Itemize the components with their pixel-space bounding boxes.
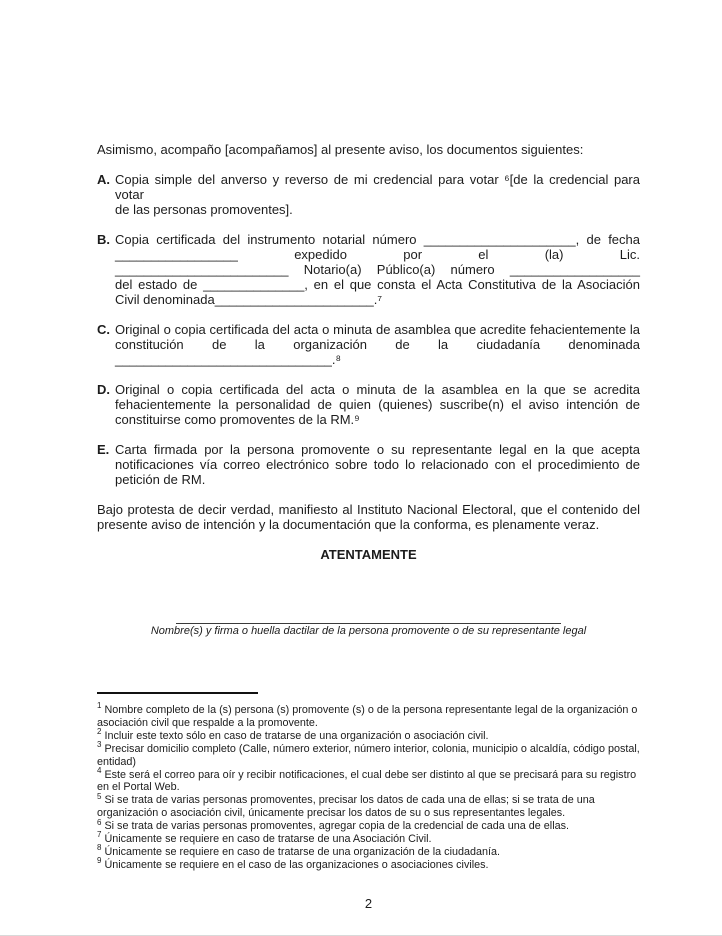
item-b-line: ________________________ Notario(a) Público(a) número __________________ [115,262,640,277]
footnote [97,843,640,859]
item-d-line: constituirse como promoventes de la RM.⁹ [115,412,360,427]
footnote-marker: 2 [97,727,102,737]
item-c-label: C. [97,322,110,337]
footnote [97,791,640,820]
footnote-marker: 1 [97,701,102,711]
footnote [97,701,640,730]
footnote-marker: 3 [97,740,102,750]
item-d-label: D. [97,382,110,397]
item-e-label: E. [97,442,110,457]
item-c-line: constitución de la organización de la ciudadanía denominada [115,337,640,352]
item-e-line: petición de RM. [115,472,206,487]
footnote-text: Únicamente se requiere en el caso de las organizaciones o asociaciones civiles. [104,858,489,871]
item-b-label: B. [97,232,110,247]
list-item-c [97,322,640,367]
list-item-e [97,442,640,487]
item-b-line: del estado de ______________, en el que consta el Acta Constitutiva de la Asociación [115,277,640,292]
footnote-marker: 6 [97,817,102,827]
item-e-line: Carta firmada por la persona promovente o su representante legal en la que acepta [115,442,640,457]
footnote-marker: 8 [97,843,102,853]
footnote-text: Únicamente se requiere en caso de tratarse de una Asociación Civil. [104,833,432,846]
item-c-line: Original o copia certificada del acta o minuta de asamblea que acredite fehacientemente la [115,322,640,337]
footnote [97,817,640,833]
item-b-line: Copia certificada del instrumento notarial número _____________________, de fecha [115,232,640,247]
list-item-b [97,232,640,307]
footnote-separator [97,692,258,694]
footnote-text: Si se trata de varias personas promoventes, agregar copia de la credencial de cada una de ellas. [104,820,569,833]
signature-caption: Nombre(s) y firma o huella dactilar de la persona promovente o de su representante legal [150,625,587,637]
item-b-line: _________________ expedido por el (la) Lic. [115,247,640,262]
footnote-text: Este será el correo para oír y recibir notificaciones, el cual debe ser distinto al que se precisará para su registro en el Portal Web. [97,768,637,794]
item-d-line: fehacientemente la personalidad de quien (quienes) suscribe(n) el aviso intención de [115,397,640,412]
page-number: 2 [364,895,373,911]
footnote [97,727,640,743]
footnote-text: Precisar domicilio completo (Calle, número exterior, número interior, colonia, municipio o alcaldía, código postal, entidad) [97,742,640,768]
closing-paragraph [97,502,640,532]
signature-line [176,611,561,624]
footnote-text: Únicamente se requiere en caso de tratarse de una organización de la ciudadanía. [104,845,500,858]
item-d-line: Original o copia certificada del acta o minuta de la asamblea en la que se acredita [115,382,640,397]
footnote-marker: 5 [97,791,102,801]
footnote-text: Nombre completo de la (s) persona (s) promovente (s) o de la persona representante legal de la organización o asociación civil que respalde a la promovente. [97,704,638,729]
item-a-label: A. [97,172,110,187]
footnote [97,830,640,846]
footnote-text: Si se trata de varias personas promoventes, precisar los datos de cada una de ellas; si se trata de una organización o asociación civil, únicamente precisar los datos de su o sus representantes legales. [97,794,595,820]
list-item-d [97,382,640,427]
item-c-line: ______________________________.⁸ [115,352,341,367]
list-item-a [97,172,640,217]
salutation-heading: ATENTAMENTE [320,547,417,562]
item-b-line: Civil denominada______________________.⁷ [115,292,383,307]
item-e-line: notificaciones vía correo electrónico sobre todo lo relacionado con el procedimiento de [115,457,640,472]
closing-line: presente aviso de intención y la documentación que la conforma, es plenamente veraz. [97,517,600,532]
footnote-marker: 9 [97,856,102,866]
intro-paragraph: Asimismo, acompaño [acompañamos] al presente aviso, los documentos siguientes: [97,142,584,157]
item-a-line: Copia simple del anverso y reverso de mi credencial para votar ⁶[de la credencial para votar [115,172,640,202]
footnote-marker: 7 [97,830,102,840]
footnotes-section [97,701,640,872]
signature-block [97,611,640,638]
footnote [97,765,640,795]
footnote [97,740,640,769]
footnote-text: Incluir este texto sólo en caso de tratarse de una organización o asociación civil. [104,729,489,742]
footnote [97,856,640,872]
document-content [97,142,640,911]
item-a-line: de las personas promoventes]. [115,202,293,217]
footnote-marker: 4 [97,765,102,775]
closing-line: Bajo protesta de decir verdad, manifiesto al Instituto Nacional Electoral, que el contenido del [97,502,640,517]
